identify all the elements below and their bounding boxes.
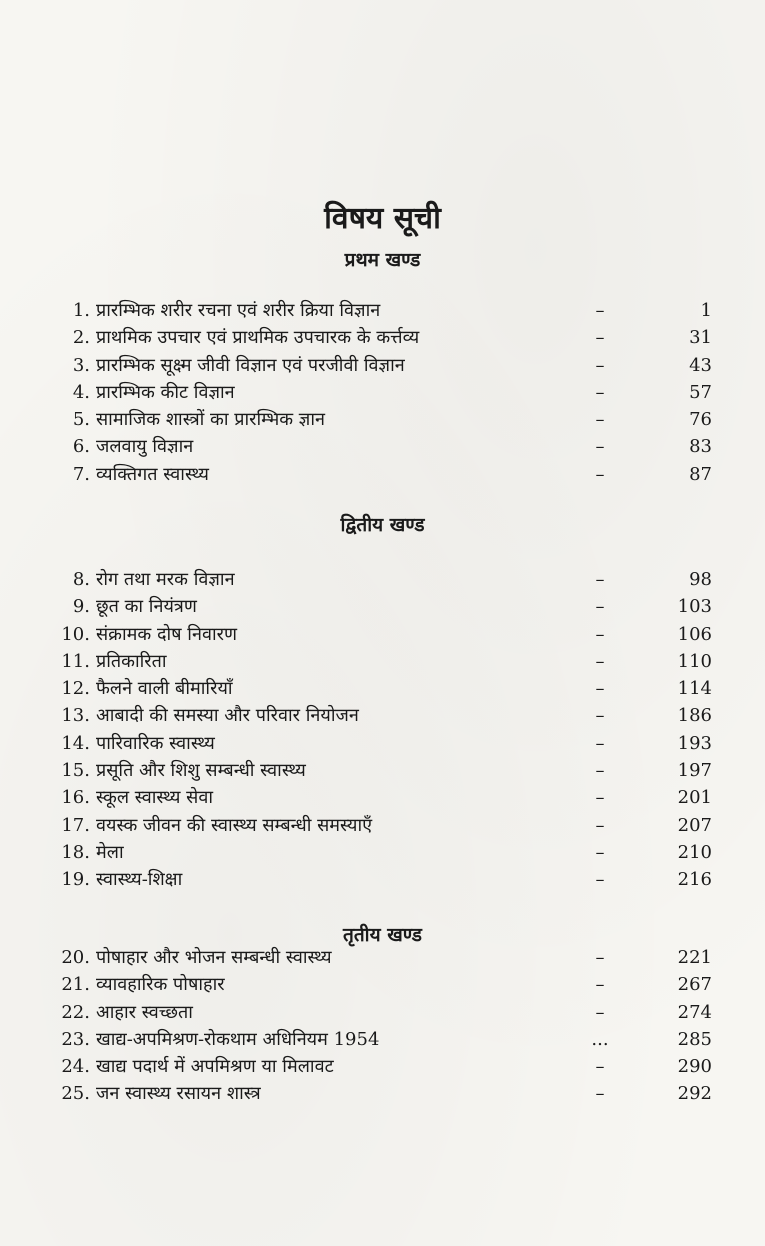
toc-entry [60, 461, 720, 488]
toc-entry-page: 114 [677, 678, 712, 700]
toc-entry [60, 352, 720, 379]
toc-entry-title: जन स्वास्थ्य रसायन शास्त्र [96, 1083, 261, 1105]
toc-entry-title: प्रतिकारिता [96, 650, 167, 672]
toc-entry-number: 11. [61, 650, 90, 672]
toc-entry-separator: – [595, 869, 605, 891]
toc-entry-number: 18. [61, 841, 90, 863]
toc-entry-page: 1 [700, 300, 712, 321]
toc-list-section-1 [60, 297, 720, 488]
toc-entry-title: खाद्य-अपमिश्रण-रोकथाम अधिनियम 1954 [96, 1028, 380, 1050]
toc-entry [60, 812, 720, 839]
toc-entry-title: रोग तथा मरक विज्ञान [96, 569, 235, 590]
toc-entry-separator: – [595, 409, 605, 431]
section-heading-3: तृतीय खण्ड [343, 924, 422, 946]
toc-entry-number: 12. [61, 678, 90, 700]
toc-entry-separator: – [595, 814, 605, 836]
toc-entry-title: आबादी की समस्या और परिवार नियोजन [96, 705, 359, 727]
toc-entry [60, 621, 720, 648]
toc-list-section-3 [60, 944, 720, 1108]
toc-entry [60, 730, 720, 757]
toc-entry-number: 19. [61, 869, 90, 891]
toc-entry-page: 57 [689, 381, 712, 403]
toc-entry-title: पारिवारिक स्वास्थ्य [96, 732, 215, 754]
toc-entry-separator: – [595, 381, 605, 403]
toc-entry-separator: – [595, 787, 605, 809]
toc-entry-separator: – [595, 436, 605, 458]
toc-entry-title: प्रारम्भिक शरीर रचना एवं शरीर क्रिया विज्ञान [96, 300, 381, 321]
toc-entry-page: 197 [677, 760, 712, 782]
toc-entry [60, 566, 720, 593]
toc-entry-separator: – [595, 974, 605, 996]
toc-entry-separator: – [595, 1083, 605, 1105]
toc-entry [60, 433, 720, 460]
toc-entry-number: 2. [72, 327, 90, 349]
toc-entry-page: 186 [677, 705, 712, 727]
toc-entry [60, 648, 720, 675]
toc-entry-page: 292 [677, 1083, 712, 1105]
toc-entry [60, 866, 720, 893]
toc-entry-number: 5. [72, 409, 90, 431]
toc-entry-page: 83 [689, 436, 712, 458]
toc-entry-page: 110 [677, 650, 712, 672]
toc-entry [60, 297, 720, 324]
toc-entry-title: प्रारम्भिक सूक्ष्म जीवी विज्ञान एवं परजीवी विज्ञान [96, 354, 405, 376]
toc-entry-page: 103 [677, 596, 712, 618]
toc-entry [60, 675, 720, 702]
toc-entry-number: 22. [61, 1001, 90, 1023]
toc-entry-number: 4. [72, 381, 90, 403]
toc-entry-title: पोषाहार और भोजन सम्बन्धी स्वास्थ्य [96, 947, 332, 968]
toc-entry-number: 10. [61, 623, 90, 645]
section-heading-2: द्वितीय खण्ड [340, 514, 425, 536]
toc-entry-separator: – [595, 947, 605, 968]
toc-entry-number: 6. [72, 436, 90, 458]
toc-entry [60, 971, 720, 998]
toc-entry-title: प्रसूति और शिशु सम्बन्धी स्वास्थ्य [96, 760, 306, 782]
toc-entry-number: 1. [72, 300, 90, 321]
toc-entry-title: व्यावहारिक पोषाहार [96, 974, 225, 996]
toc-entry-separator: – [595, 760, 605, 782]
toc-entry [60, 999, 720, 1026]
toc-entry-page: 87 [689, 463, 712, 485]
toc-entry-title: सामाजिक शास्त्रों का प्रारम्भिक ज्ञान [96, 409, 325, 431]
toc-entry-page: 216 [677, 869, 712, 891]
toc-entry-number: 23. [61, 1028, 90, 1050]
toc-entry-number: 8. [72, 569, 90, 590]
toc-entry [60, 1026, 720, 1053]
page-title: विषय सूची [324, 201, 441, 236]
toc-entry-separator: – [595, 1056, 605, 1078]
toc-entry [60, 1080, 720, 1107]
toc-entry-number: 15. [61, 760, 90, 782]
toc-entry-number: 16. [61, 787, 90, 809]
toc-entry-separator: ... [591, 1028, 609, 1050]
toc-entry-title: प्राथमिक उपचार एवं प्राथमिक उपचारक के कर्त्तव्य [96, 327, 420, 349]
section-heading-1: प्रथम खण्ड [344, 249, 421, 271]
toc-entry-title: आहार स्वच्छता [96, 1001, 193, 1023]
toc-list-section-2 [60, 566, 720, 894]
toc-entry-separator: – [595, 1001, 605, 1023]
toc-entry [60, 944, 720, 971]
toc-entry [60, 757, 720, 784]
toc-entry-page: 267 [677, 974, 712, 996]
toc-entry-separator: – [595, 300, 605, 321]
toc-entry-separator: – [595, 705, 605, 727]
toc-entry-title: फैलने वाली बीमारियाँ [96, 678, 233, 700]
toc-entry-separator: – [595, 841, 605, 863]
toc-entry-number: 25. [61, 1083, 90, 1105]
toc-entry-separator: – [595, 678, 605, 700]
toc-entry-title: वयस्क जीवन की स्वास्थ्य सम्बन्धी समस्याएँ [96, 814, 373, 836]
toc-entry-page: 274 [677, 1001, 712, 1023]
toc-entry [60, 324, 720, 351]
toc-entry-separator: – [595, 596, 605, 618]
toc-entry-title: स्कूल स्वास्थ्य सेवा [96, 787, 214, 809]
toc-entry-title: प्रारम्भिक कीट विज्ञान [96, 381, 235, 403]
toc-entry-title: संक्रामक दोष निवारण [96, 623, 238, 645]
toc-entry-page: 76 [689, 409, 712, 431]
toc-entry-page: 290 [677, 1056, 712, 1078]
toc-entry-title: खाद्य पदार्थ में अपमिश्रण या मिलावट [96, 1056, 334, 1078]
toc-entry [60, 406, 720, 433]
toc-entry-separator: – [595, 327, 605, 349]
toc-entry-number: 20. [61, 947, 90, 968]
toc-entry-number: 7. [72, 463, 90, 485]
toc-entry-separator: – [595, 732, 605, 754]
toc-entry-title: छूत का नियंत्रण [96, 596, 197, 618]
toc-entry-page: 221 [677, 947, 712, 968]
toc-entry-number: 24. [61, 1056, 90, 1078]
toc-entry [60, 379, 720, 406]
toc-entry-separator: – [595, 463, 605, 485]
toc-entry [60, 784, 720, 811]
toc-entry-separator: – [595, 569, 605, 590]
toc-entry-number: 9. [72, 596, 90, 618]
toc-entry-page: 210 [677, 841, 712, 863]
toc-entry-title: जलवायु विज्ञान [96, 436, 194, 458]
toc-entry-page: 98 [689, 569, 712, 590]
toc-entry [60, 593, 720, 620]
toc-entry-separator: – [595, 354, 605, 376]
toc-entry [60, 839, 720, 866]
toc-entry-title: स्वास्थ्य-शिक्षा [96, 869, 183, 891]
toc-entry-separator: – [595, 650, 605, 672]
toc-entry-separator: – [595, 623, 605, 645]
toc-entry-title: व्यक्तिगत स्वास्थ्य [96, 463, 209, 485]
toc-entry-page: 285 [677, 1028, 712, 1050]
toc-entry-number: 14. [61, 732, 90, 754]
toc-entry-number: 3. [72, 354, 90, 376]
toc-entry-number: 21. [61, 974, 90, 996]
toc-entry-page: 43 [689, 354, 712, 376]
toc-entry [60, 702, 720, 729]
toc-entry-page: 193 [677, 732, 712, 754]
toc-entry-number: 17. [61, 814, 90, 836]
toc-entry [60, 1053, 720, 1080]
toc-entry-title: मेला [96, 841, 124, 863]
toc-entry-page: 106 [677, 623, 712, 645]
toc-entry-page: 207 [677, 814, 712, 836]
toc-entry-number: 13. [61, 705, 90, 727]
toc-entry-page: 31 [689, 327, 712, 349]
toc-entry-page: 201 [677, 787, 712, 809]
